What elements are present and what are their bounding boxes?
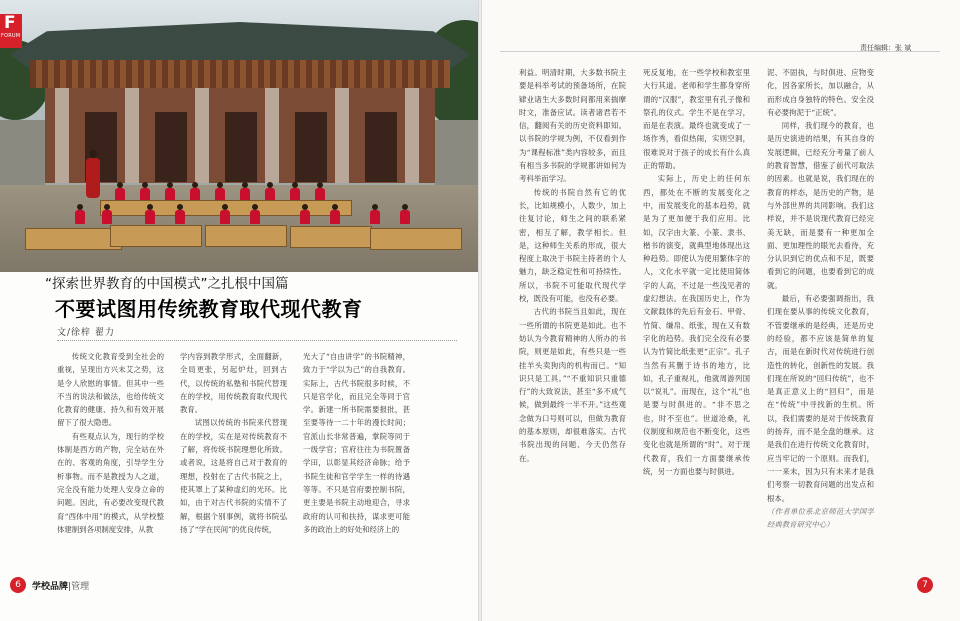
forum-tag-word: FORUM — [1, 33, 21, 39]
paragraph: 死反复地，在一些学校和教室里大行其道。老师和学生都身穿所谓的“汉服”，教室里有孔子像和祭孔的仪式。学生不是在学习，而是在表演。最终也就变成了一场作秀，看似热闹，实则空洞，很难说对于孩子的成长有什么真正的帮助。 — [643, 68, 750, 171]
paragraph: 泥、不固执，与时俱进、应物变化，因各家所长，加以融合，从而形成自身独特的特色。安全没有必要拘泥于“正统”。 — [767, 68, 874, 117]
paragraph: 同样，我们现今的教育，也是历史演进的结果，有其自身的发展逻辑，已经充分考量了前人的教育智慧，借鉴了前代可取法的因素。也就是说，我们现在的教育的样态，是历史的产物，是与外部世界的共同影响。我们这样说，并不是说现代教育已经完美无缺，而是要有一种更加全面、更加理性的眼光去看待，充分认识到它的优点和不足，既要看到它的问题，也要看到它的成就。 — [767, 121, 874, 290]
body-column-1 — [57, 350, 164, 572]
article-subtitle: “探索世界教育的中国模式”之扎根中国篇 — [45, 276, 289, 292]
left-page-number: 6 — [10, 577, 26, 593]
paragraph: 实际上，历史上的任何东西，都处在不断的发展变化之中，而发展变化的基本趋势，就是为了更加便于我们应用。比如，汉字由大篆、小篆、隶书、楷书的演变，就典型地体现出这种趋势。即使认为使用繁体字的人，文化水平就一定比使用简体字的人高，不过是一些浅见者的虚幻想法。在我国历史上，作为文献载体的先后有金石、甲骨、竹简、缣帛、纸张，现在又有数字化的趋势。我们完全没有必要认为竹简比纸张更“正宗”。孔子当然有其删于诗书的地方，比如，孔子重视礼，他就周游列国以“说礼”。而现在，这个“礼”也是要与时俱进的。“非不思之也，时不至也”。世道沧桑，礼仪制度和规范也不断变化，这些变化也就是所谓的“时”。对于现代教育，我们一方面要继承传统，另一方面也要与时俱进。 — [643, 174, 750, 476]
editor-credit: 责任编辑：张 斌 — [860, 44, 912, 52]
header-rule — [500, 51, 940, 52]
magazine-brand: 学校品牌|管理 — [32, 582, 90, 592]
author-affiliation: （作者单位系北京师范大学国学经典教育研究中心） — [767, 506, 874, 530]
body-column-4 — [519, 66, 626, 566]
paragraph: 最后，有必要强调指出，我们现在要从事的传统文化教育，不管要继承的是经典，还是历史的经验，都不应该是简单的复古，而是在新时代对传统进行创造性的转化，创新性的发展。我们现在所说的“回归传统”，也不是真正意义上的“回归”，而是在“传统”中寻找新的生机。所以，我们需要的是对于传统教育的扬弃，而不是全盘的继承。这是我们在进行传统文化教育时，应当牢记的一个原则。而我们，一一来未，因为只有未来才是我们考察一切教育问题的出发点和根本。 — [767, 294, 874, 503]
paragraph: 学内容到教学形式，全面翻新，全局更张，另起炉灶，回到古代，以传统的私塾和书院代替现在的学校，用传统教育取代现代教育。 — [180, 352, 287, 415]
forum-section-tag — [0, 14, 22, 48]
brand-name: 学校品牌 — [32, 582, 69, 592]
article-title: 不要试图用传统教育取代现代教育 — [55, 297, 363, 321]
body-column-5 — [643, 66, 750, 566]
paragraph: 古代的书院当且如此，现在一些所谓的书院更是如此。也不妨认为今教育精神的人所办的书院，则更是如此，有些只是一些挂羊头卖狗肉的机构而已。“知识只是工具。”“不重知识只重德行”的大致说法，甚至“多不成气候，做到最终一半不开。”这些观念做为口号则可以，但做为教育的基本原则，却很难落实。古代书院出现的问题、今天仍然存在。 — [519, 307, 626, 463]
paragraph: 有些观点认为，现行的学校体制是西方的产物，完全站在外在的、客观的角度，引导学生分析事物。而不是教授为人之道，完全没有能力处理人安身立命的问题。因此，有必要改变现代教育“西体中用”的模式，从学校整体建制到各项制度安排，从教 — [57, 431, 164, 534]
body-column-3 — [303, 350, 410, 572]
paragraph: 试图以传统的书院来代替现在的学校，实在是对传统教育不了解，将传统书院理想化所致。或者说，这是将自己对于教育的理想，投射在了古代书院之上，使其罩上了某种虚幻的光环。比如，由于对古代书院的实情不了解，根据个别事例，就将书院弘扬了“学在民间”的优良传统， — [180, 418, 287, 534]
brand-suffix: 管理 — [71, 582, 90, 592]
paragraph: 传统的书院自然有它的优长，比如规模小，人数少，加上往复讨论，师生之间的联系紧密，相互了解，教学相长。但是，这种师生关系的形成，很大程度上取决于书院主持者的个人魅力，缺乏稳定性和可持续性。所以，书院不可能取代现代学校，既没有可能，也没有必要。 — [519, 187, 626, 304]
paragraph: 传统文化教育受到全社会的重视，呈现出方兴未艾之势，这是令人欣慰的事情。但其中一些不当的说法和做法，也给传统文化教育的健康、持久和有效开展留下了很大隐患。 — [57, 352, 164, 428]
spine-gutter — [478, 0, 482, 621]
right-page-number: 7 — [917, 577, 933, 593]
paragraph: 光大了“自由讲学”的书院精神，致力于“学以为己”的自我教育。实际上，古代书院很多时候，不只是官学化，而且完全等同于官学。新建一所书院需要报批，甚至要等待一二十年的漫长时间；官派山长非常普遍，掌院等同于一级学官；官府往往为书院置备学田，以彰显其经济命脉；给予书院生徒和官学学生一样的待遇等等。不只是官府要控制书院，更主要是书院主动地迎合，寻求政府的认可和扶持，谋求更可能多的政治上的好处和经济上的 — [303, 352, 410, 534]
body-column-6 — [767, 66, 874, 566]
temple-classroom-photo — [0, 0, 480, 272]
article-author: 文/徐梓 翟力 — [57, 328, 115, 338]
paragraph: 利益。明清时期，大多数书院主要是科举考试的预备场所，在院肄业诸生大多数时间都用来揣摩时文，准备应试。读者诸君若不信，翻阅有关的历史资料即知。以书院的学规为例，不仅看到作为“课程标准”类内容较多，而且有相当多书院的学规都讲如何为考科举而学习。 — [519, 68, 626, 184]
forum-tag-letter: F — [4, 13, 16, 33]
title-divider — [57, 340, 457, 341]
body-column-2 — [180, 350, 287, 572]
